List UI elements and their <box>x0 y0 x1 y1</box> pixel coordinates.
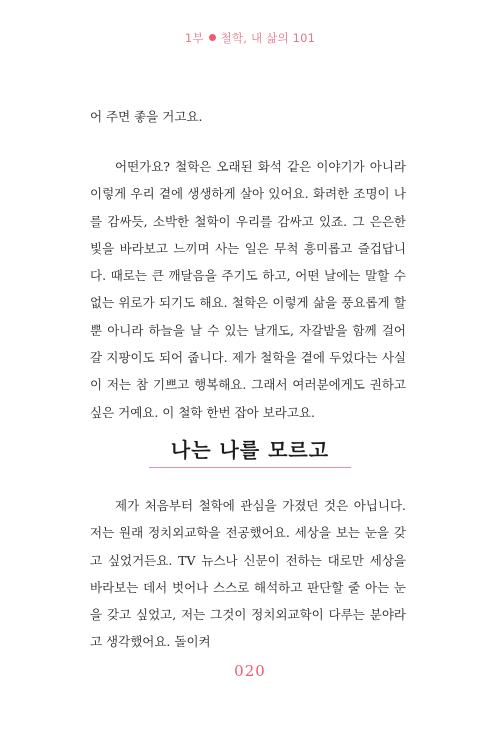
intro-paragraph: 어 주면 좋을 거고요. <box>90 109 203 124</box>
bullet-separator-icon <box>209 34 216 41</box>
intro-text-block <box>90 103 406 130</box>
header-chapter-title: 철학, 내 삶의 101 <box>220 31 316 45</box>
section-heading <box>0 434 500 468</box>
page-number: 020 <box>234 662 266 680</box>
section-text-block <box>90 492 406 656</box>
main-paragraph: 어떤가요? 철학은 오래된 화석 같은 이야기가 아니라 이렇게 우리 곁에 생생하게 살아 있어요. 화려한 조명이 나를 감싸듯, 소박한 철학이 우리를 감싸고 있죠. 그 은은한 빛을 바라보고 느끼며 사는 일은 무척 흥미롭고 즐겁답니다. 때로는 큰 깨달음을 주기도 하고, 어떤 날에는 말할 수 없는 위로가 되기도 해요. 철학은 이렇게 삶을 풍요롭게 할 뿐 아니라 하늘을 날 수 있는 날개도, 자갈밭을 함께 걸어갈 지팡이도 되어 줍니다. 제가 철학을 곁에 두었다는 사실이 저는 참 기쁘고 행복해요. 그래서 여러분에게도 권하고 싶은 거예요. 이 철학 한번 잡아 보라고요. <box>90 159 406 420</box>
main-text-block <box>90 153 406 426</box>
section-paragraph: 제가 처음부터 철학에 관심을 가졌던 것은 아닙니다. 저는 원래 정치외교학을 전공했어요. 세상을 보는 눈을 갖고 싶었거든요. TV 뉴스나 신문이 전하는 대로만 세상을 바라보는 데서 벗어나 스스로 해석하고 판단할 줄 아는 눈을 갖고 싶었고, 저는 그것이 정치외교학이 다루는 분야라고 생각했어요. 돌이켜 <box>90 498 406 650</box>
header-part: 1부 <box>184 31 204 45</box>
running-header <box>0 30 500 46</box>
section-title: 나는 나를 모르고 <box>149 434 351 468</box>
